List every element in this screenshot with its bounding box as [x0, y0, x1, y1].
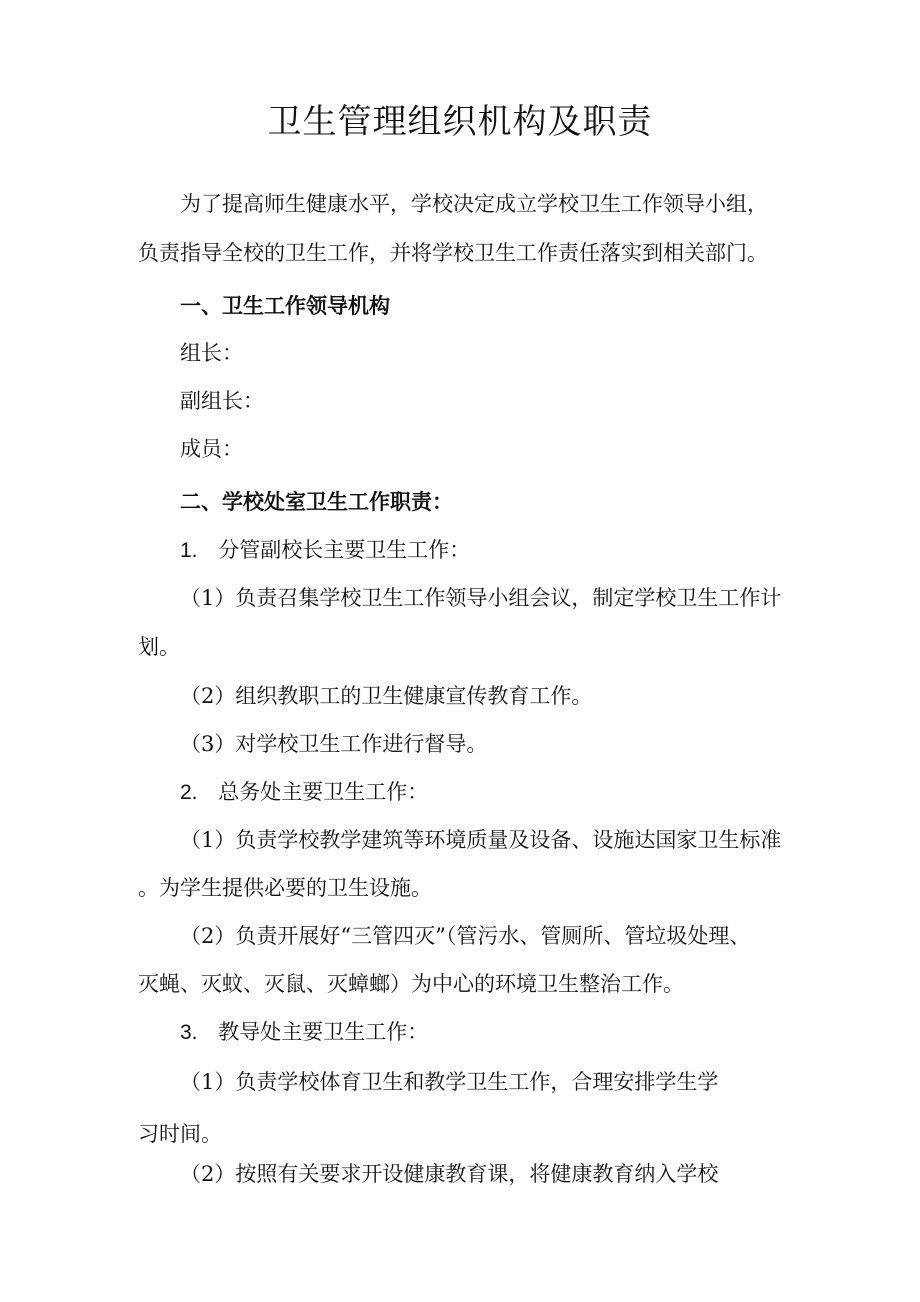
section2-heading: 二、学校处室卫生工作职责：: [180, 490, 453, 514]
part3-heading-text: 教导处主要卫生工作：: [218, 1020, 429, 1044]
members-label: 成员：: [180, 437, 243, 461]
part3-item1-line1: （1）负责学校体育卫生和教学卫生工作，合理安排学生学: [180, 1070, 719, 1094]
part3-heading: [180, 1016, 428, 1049]
part1-heading-text: 分管副校长主要卫生工作：: [218, 538, 471, 562]
part1-item1-line2: 划。: [138, 635, 180, 659]
part2-heading: [180, 776, 428, 809]
part1-item2: （2）组织教职工的卫生健康宣传教育工作。: [180, 684, 593, 708]
part2-item1-line1: （1）负责学校教学建筑等环境质量及设备、设施达国家卫生标准: [180, 828, 782, 852]
part3-number: 3.: [180, 1021, 198, 1044]
part3-item2-line1: （2）按照有关要求开设健康教育课，将健康教育纳入学校: [180, 1162, 719, 1186]
document-title: 卫生管理组织机构及职责: [267, 102, 653, 142]
part2-heading-text: 总务处主要卫生工作：: [218, 780, 429, 804]
part2-item2-line1: （2）负责开展好“三管四灭”（管污水、管厕所、管垃圾处理、: [180, 924, 751, 948]
leader-label: 组长：: [180, 341, 243, 365]
section1-heading: 一、卫生工作领导机构: [180, 294, 390, 318]
part3-item1-line2: 习时间。: [138, 1122, 222, 1146]
vice-leader-label: 副组长：: [180, 389, 264, 413]
part2-item1-line2: 。为学生提供必要的卫生设施。: [138, 876, 432, 900]
part1-item1-line1: （1）负责召集学校卫生工作领导小组会议，制定学校卫生工作计: [180, 586, 782, 610]
part1-item3: （3）对学校卫生工作进行督导。: [180, 732, 488, 756]
intro-line-1: 为了提高师生健康水平，学校决定成立学校卫生工作领导小组，: [180, 192, 768, 216]
intro-line-2: 负责指导全校的卫生工作，并将学校卫生工作责任落实到相关部门。: [138, 241, 768, 265]
part2-number: 2.: [180, 781, 198, 804]
part1-number: 1.: [180, 539, 198, 562]
part1-heading: [180, 534, 470, 567]
part2-item2-line2: 灭蝇、灭蚊、灭鼠、灭蟑螂）为中心的环境卫生整治工作。: [138, 972, 684, 996]
